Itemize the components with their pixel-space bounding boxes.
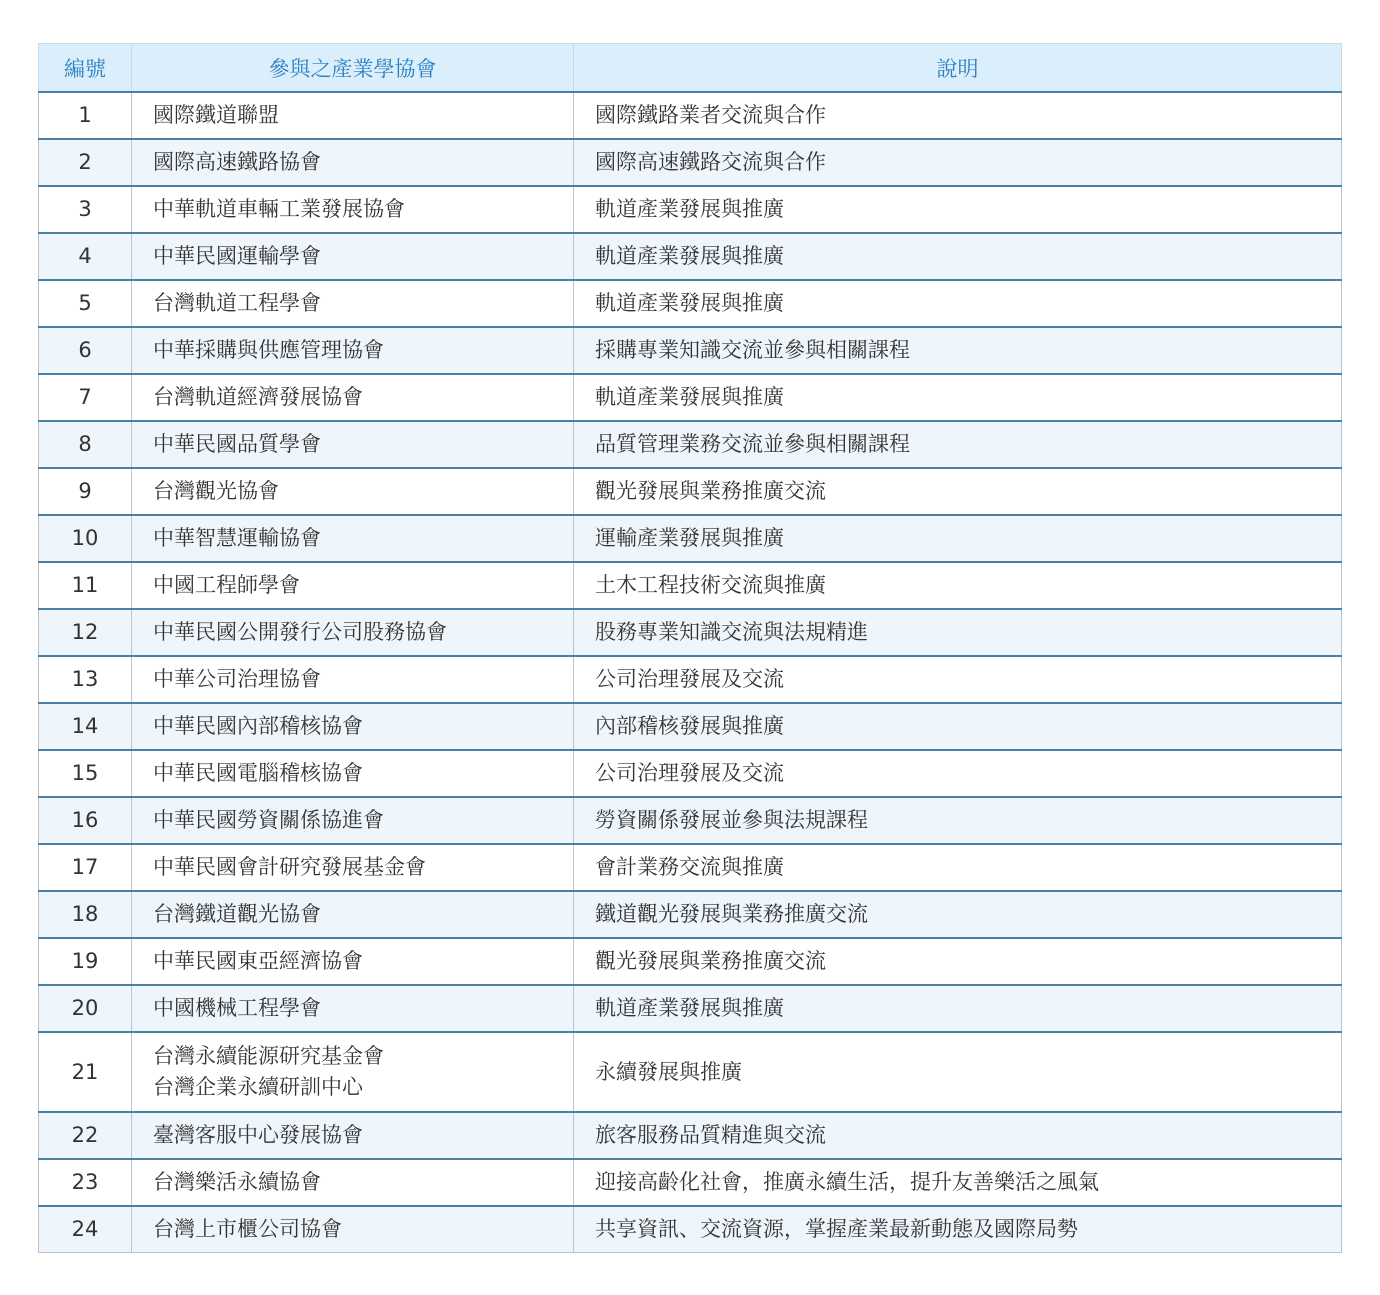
row-description: 會計業務交流與推廣 [574, 844, 1342, 891]
row-organization [132, 233, 574, 280]
table-row [39, 1112, 1342, 1159]
table-row [39, 92, 1342, 139]
header-number: 編號 [39, 44, 132, 93]
organization-name: 中華民國內部稽核協會 [153, 714, 363, 738]
row-description: 運輸產業發展與推廣 [574, 515, 1342, 562]
row-organization [132, 515, 574, 562]
row-description: 採購專業知識交流並參與相關課程 [574, 327, 1342, 374]
organization-name: 台灣永續能源研究基金會 [153, 1044, 384, 1068]
header-description: 說明 [574, 44, 1342, 93]
table-row [39, 139, 1342, 186]
row-number: 13 [39, 656, 132, 703]
table-row [39, 327, 1342, 374]
row-description: 觀光發展與業務推廣交流 [574, 468, 1342, 515]
row-description: 觀光發展與業務推廣交流 [574, 938, 1342, 985]
row-description: 軌道產業發展與推廣 [574, 374, 1342, 421]
row-organization [132, 656, 574, 703]
row-organization [132, 1032, 574, 1112]
organization-name: 中華採購與供應管理協會 [153, 338, 384, 362]
row-number: 2 [39, 139, 132, 186]
row-organization [132, 92, 574, 139]
organization-name: 國際鐵道聯盟 [153, 103, 279, 127]
table-row [39, 609, 1342, 656]
table-row [39, 280, 1342, 327]
organization-name: 台灣企業永續研訓中心 [153, 1075, 363, 1099]
row-number: 11 [39, 562, 132, 609]
table-row [39, 797, 1342, 844]
row-organization [132, 374, 574, 421]
associations-table [38, 43, 1342, 1253]
row-description: 勞資關係發展並參與法規課程 [574, 797, 1342, 844]
organization-name: 中華民國勞資關係協進會 [153, 808, 384, 832]
row-organization [132, 562, 574, 609]
row-organization [132, 1206, 574, 1253]
row-organization [132, 468, 574, 515]
row-number: 7 [39, 374, 132, 421]
row-organization [132, 750, 574, 797]
table-row [39, 750, 1342, 797]
table-row [39, 844, 1342, 891]
row-organization [132, 1112, 574, 1159]
row-number: 16 [39, 797, 132, 844]
row-description: 股務專業知識交流與法規精進 [574, 609, 1342, 656]
organization-name: 中國工程師學會 [153, 573, 300, 597]
row-number: 22 [39, 1112, 132, 1159]
table-row [39, 421, 1342, 468]
row-description: 旅客服務品質精進與交流 [574, 1112, 1342, 1159]
row-number: 8 [39, 421, 132, 468]
organization-name: 臺灣客服中心發展協會 [153, 1123, 363, 1147]
organization-name: 台灣上市櫃公司協會 [153, 1217, 342, 1241]
row-organization [132, 844, 574, 891]
organization-name: 中華民國品質學會 [153, 432, 321, 456]
row-organization [132, 327, 574, 374]
row-number: 24 [39, 1206, 132, 1253]
organization-name: 台灣鐵道觀光協會 [153, 902, 321, 926]
row-number: 1 [39, 92, 132, 139]
row-description: 軌道產業發展與推廣 [574, 985, 1342, 1032]
row-number: 12 [39, 609, 132, 656]
table-body [39, 92, 1342, 1253]
table-row [39, 1032, 1342, 1112]
row-number: 21 [39, 1032, 132, 1112]
organization-name: 中華公司治理協會 [153, 667, 321, 691]
row-organization [132, 186, 574, 233]
row-description: 軌道產業發展與推廣 [574, 233, 1342, 280]
row-number: 4 [39, 233, 132, 280]
row-number: 10 [39, 515, 132, 562]
row-description: 國際高速鐵路交流與合作 [574, 139, 1342, 186]
table-row [39, 656, 1342, 703]
table-row [39, 985, 1342, 1032]
table-row [39, 938, 1342, 985]
row-description: 共享資訊、交流資源，掌握產業最新動態及國際局勢 [574, 1206, 1342, 1253]
organization-name: 中華民國會計研究發展基金會 [153, 855, 426, 879]
table-row [39, 891, 1342, 938]
organization-name: 中華民國電腦稽核協會 [153, 761, 363, 785]
row-organization [132, 609, 574, 656]
row-description: 軌道產業發展與推廣 [574, 280, 1342, 327]
row-description: 軌道產業發展與推廣 [574, 186, 1342, 233]
row-number: 18 [39, 891, 132, 938]
row-organization [132, 280, 574, 327]
organization-name: 台灣樂活永續協會 [153, 1170, 321, 1194]
row-description: 公司治理發展及交流 [574, 750, 1342, 797]
table-row [39, 186, 1342, 233]
organization-name: 中國機械工程學會 [153, 996, 321, 1020]
table-header-row [39, 44, 1342, 93]
row-number: 19 [39, 938, 132, 985]
row-description: 土木工程技術交流與推廣 [574, 562, 1342, 609]
organization-name: 中華民國東亞經濟協會 [153, 949, 363, 973]
row-organization [132, 139, 574, 186]
organization-name: 國際高速鐵路協會 [153, 150, 321, 174]
organization-name: 中華軌道車輛工業發展協會 [153, 197, 405, 221]
row-number: 9 [39, 468, 132, 515]
row-organization [132, 797, 574, 844]
table-row [39, 233, 1342, 280]
organization-name: 台灣軌道經濟發展協會 [153, 385, 363, 409]
row-organization [132, 1159, 574, 1206]
row-description: 鐵道觀光發展與業務推廣交流 [574, 891, 1342, 938]
row-organization [132, 938, 574, 985]
table-row [39, 1159, 1342, 1206]
organization-name: 中華智慧運輸協會 [153, 526, 321, 550]
organization-name: 中華民國運輸學會 [153, 244, 321, 268]
row-number: 23 [39, 1159, 132, 1206]
row-description: 公司治理發展及交流 [574, 656, 1342, 703]
row-number: 17 [39, 844, 132, 891]
header-organization: 參與之產業學協會 [132, 44, 574, 93]
row-number: 20 [39, 985, 132, 1032]
row-organization [132, 985, 574, 1032]
table-row [39, 468, 1342, 515]
row-organization [132, 421, 574, 468]
row-number: 5 [39, 280, 132, 327]
row-description: 內部稽核發展與推廣 [574, 703, 1342, 750]
organization-name: 台灣觀光協會 [153, 479, 279, 503]
organization-name: 中華民國公開發行公司股務協會 [153, 620, 447, 644]
organization-name: 台灣軌道工程學會 [153, 291, 321, 315]
associations-table-container [38, 43, 1341, 1253]
row-organization [132, 891, 574, 938]
row-number: 6 [39, 327, 132, 374]
row-description: 品質管理業務交流並參與相關課程 [574, 421, 1342, 468]
row-number: 14 [39, 703, 132, 750]
row-number: 3 [39, 186, 132, 233]
table-row [39, 1206, 1342, 1253]
row-organization [132, 703, 574, 750]
table-row [39, 374, 1342, 421]
row-description: 永續發展與推廣 [574, 1032, 1342, 1112]
table-row [39, 515, 1342, 562]
row-number: 15 [39, 750, 132, 797]
row-description: 迎接高齡化社會，推廣永續生活，提升友善樂活之風氣 [574, 1159, 1342, 1206]
table-row [39, 703, 1342, 750]
row-description: 國際鐵路業者交流與合作 [574, 92, 1342, 139]
table-row [39, 562, 1342, 609]
